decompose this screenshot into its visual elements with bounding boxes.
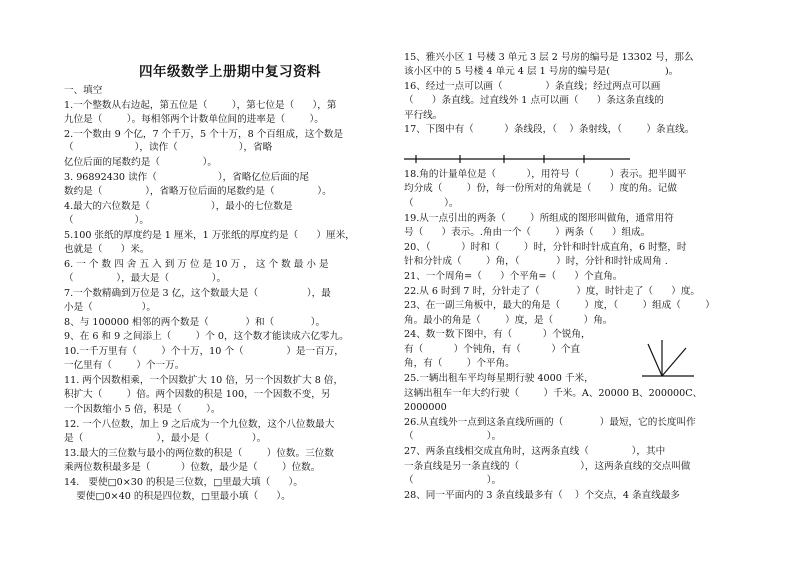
right-text-line: 19.从一点引出的两条（ ）所组成的图形叫做角，通常用符 [404,213,674,224]
angle-figure [642,338,694,382]
right-text-line: 角，有（ ）个平角。 [404,358,515,369]
right-text-line: 16、经过一点可以画（ ）条直线；经过两点可以画 [404,81,661,92]
left-text-line: 14. 要使□0×30 的积是三位数，□里最大填（ ）。 [64,477,303,488]
right-text-line: （ ）。 [404,198,459,209]
right-text-line: 均分成（ ）份，每一份所对的角就是（ ）度的角。记做 [404,183,677,194]
left-text-line: 一亿里有（ ）个一万。 [64,360,185,371]
right-text-line: 20、（ ）时和（ ）时，分针和时针成直角，6 时整，时 [404,242,687,253]
page-title: 四年级数学上册期中复习资料 [139,64,321,80]
left-text-line: 13.最大的三位数与最小的两位数的积是（ ）位数。三位数 [64,448,334,459]
right-text-line: 平行线。 [404,110,443,121]
right-text-line: 号（ ）表示。.角由一个（ ）两条（ ）组成。 [404,227,651,238]
left-text-line: 8、与 100000 相邻的两个数是（ ）和（ ）。 [64,317,326,328]
right-text-line: （ ）。 [404,431,502,442]
right-text-line: 2000000 [404,402,447,413]
right-text-line: 24、数一数下图中，有（ ）个锐角， [404,329,591,340]
right-text-line: （ ）。 [404,475,502,486]
left-text-line: 2.一个数由 9 个亿，7 个千万，5 个十万，8 个百组成，这个数是 [64,129,344,140]
angle-ray-right [662,348,686,376]
left-text-line: 12. 一个八位数，加上 9 之后成为一个九位数，这个八位数最大 [64,419,335,430]
left-text-line: （ ），读作（ ），省略 [64,142,273,153]
right-text-line: 25.一辆出租车平均每星期行驶 4000 千米， [404,373,594,384]
right-text-line: 角。最小的角是（ ）度，是（ ）角。 [404,315,613,326]
left-text-line: 4.最大的六位数是（ ），最小的七位数是 [64,201,293,212]
left-text-line: 积扩大（ ）倍。两个因数的积是 100，一个因数不变，另 [64,389,331,400]
right-text-line: （ ）条直线。过直线外 1 点可以画（ ）条这条直线的 [404,95,664,106]
left-text-line: 一、填空 [64,85,103,96]
right-text-line: 23、在一副三角板中，最大的角是（ ）度，（ ）组成（ ） [404,300,715,311]
left-text-line: 3. 96892430 读作（ ），省略亿位后面的尾 [64,172,309,183]
left-text-line: 9、在 6 和 9 之间添上（ ）个 0，这个数才能读成六亿零九。 [64,331,349,342]
left-text-line: （ ），最大是（ ）。 [64,273,227,284]
angle-ray-left [648,344,662,376]
left-text-line: 要使□0×40 的积是四位数，□里最小填（ ）。 [64,491,291,502]
left-text-line: 乘两位数积最多是（ ）位数，最少是（ ）位数。 [64,462,321,473]
right-text-line: 26.从直线外一点到这条直线所画的（ ）最短，它的长度叫作 [404,417,696,428]
right-text-line: 15、雅兴小区 1 号楼 3 单元 3 层 2 号房的编号是 13302 号，那么 [404,52,694,63]
left-text-line: 1.一个整数从右边起，第五位是（ ），第七位是（ ），第 [64,100,337,111]
left-text-line: 7.一个数精确到万位是 3 亿，这个数最大是（ ），最 [64,288,331,299]
left-text-line: 6. 一 个 数 四 舍 五 入 到 万 位 是 10 万 ， 这 个 数 最 小 是 [64,259,329,270]
right-text-line: 21、一个周角=（ ）个平角=（ ）个直角。 [404,271,623,282]
left-text-line: 是（ ），最小是（ ）。 [64,433,267,444]
left-text-line: 九位是（ ）。每相邻两个计数单位间的进率是（ ）。 [64,114,324,125]
left-text-line: 也就是（ ）米。 [64,244,150,255]
right-text-line: 18.角的计量单位是（ ），用符号（ ）表示。把半圆平 [404,169,687,180]
line-segment-figure [404,153,630,167]
left-text-line: 10.一千万里有（ ）个十万，10 个（ ）是一百万， [64,346,344,357]
left-text-line: 一个因数缩小 5 倍，积是（ ）。 [64,404,221,415]
right-text-line: 该小区中的 5 号楼 4 单元 4 层 1 号房的编号是( )。 [404,66,679,77]
right-text-line: 有（ ）个钝角，有（ ）个直 [404,344,581,355]
right-text-line: 这辆出租车一年大约行驶（ ）千米。A、20000 B、200000C、 [404,388,703,399]
right-text-line: 28、同一平面内的 3 条直线最多有（ ）个交点，4 条直线最多 [404,490,681,501]
left-text-line: （ ）。 [64,215,149,226]
left-text-line: 11. 两个因数相乘，一个因数扩大 10 倍，另一个因数扩大 8 倍， [64,375,344,386]
left-text-line: 小是（ ）。 [64,302,156,313]
right-text-line: 17、下图中有（ ）条线段，（ ）条射线，（ ）条直线。 [404,124,695,135]
left-text-line: 数约是（ ），省略万位后面的尾数约是（ ）。 [64,186,332,197]
right-text-line: 一条直线是另一条直线的（ ），这两条直线的交点叫做 [404,461,691,472]
left-text-line: 亿位后面的尾数约是（ ）。 [64,157,218,168]
right-text-line: 27、两条直线相交成直角时，这两条直线（ ），其中 [404,446,666,457]
left-text-line: 5.100 张纸的厚度约是 1 厘米，1 万张纸的厚度约是（ ）厘米， [64,230,355,241]
right-text-line: 22.从 6 时到 7 时，分针走了（ ）度，时针走了（ ）度。 [404,286,701,297]
right-text-line: 针和分针成（ ）角，（ ）时，分针和时针成周角 . [404,256,668,267]
